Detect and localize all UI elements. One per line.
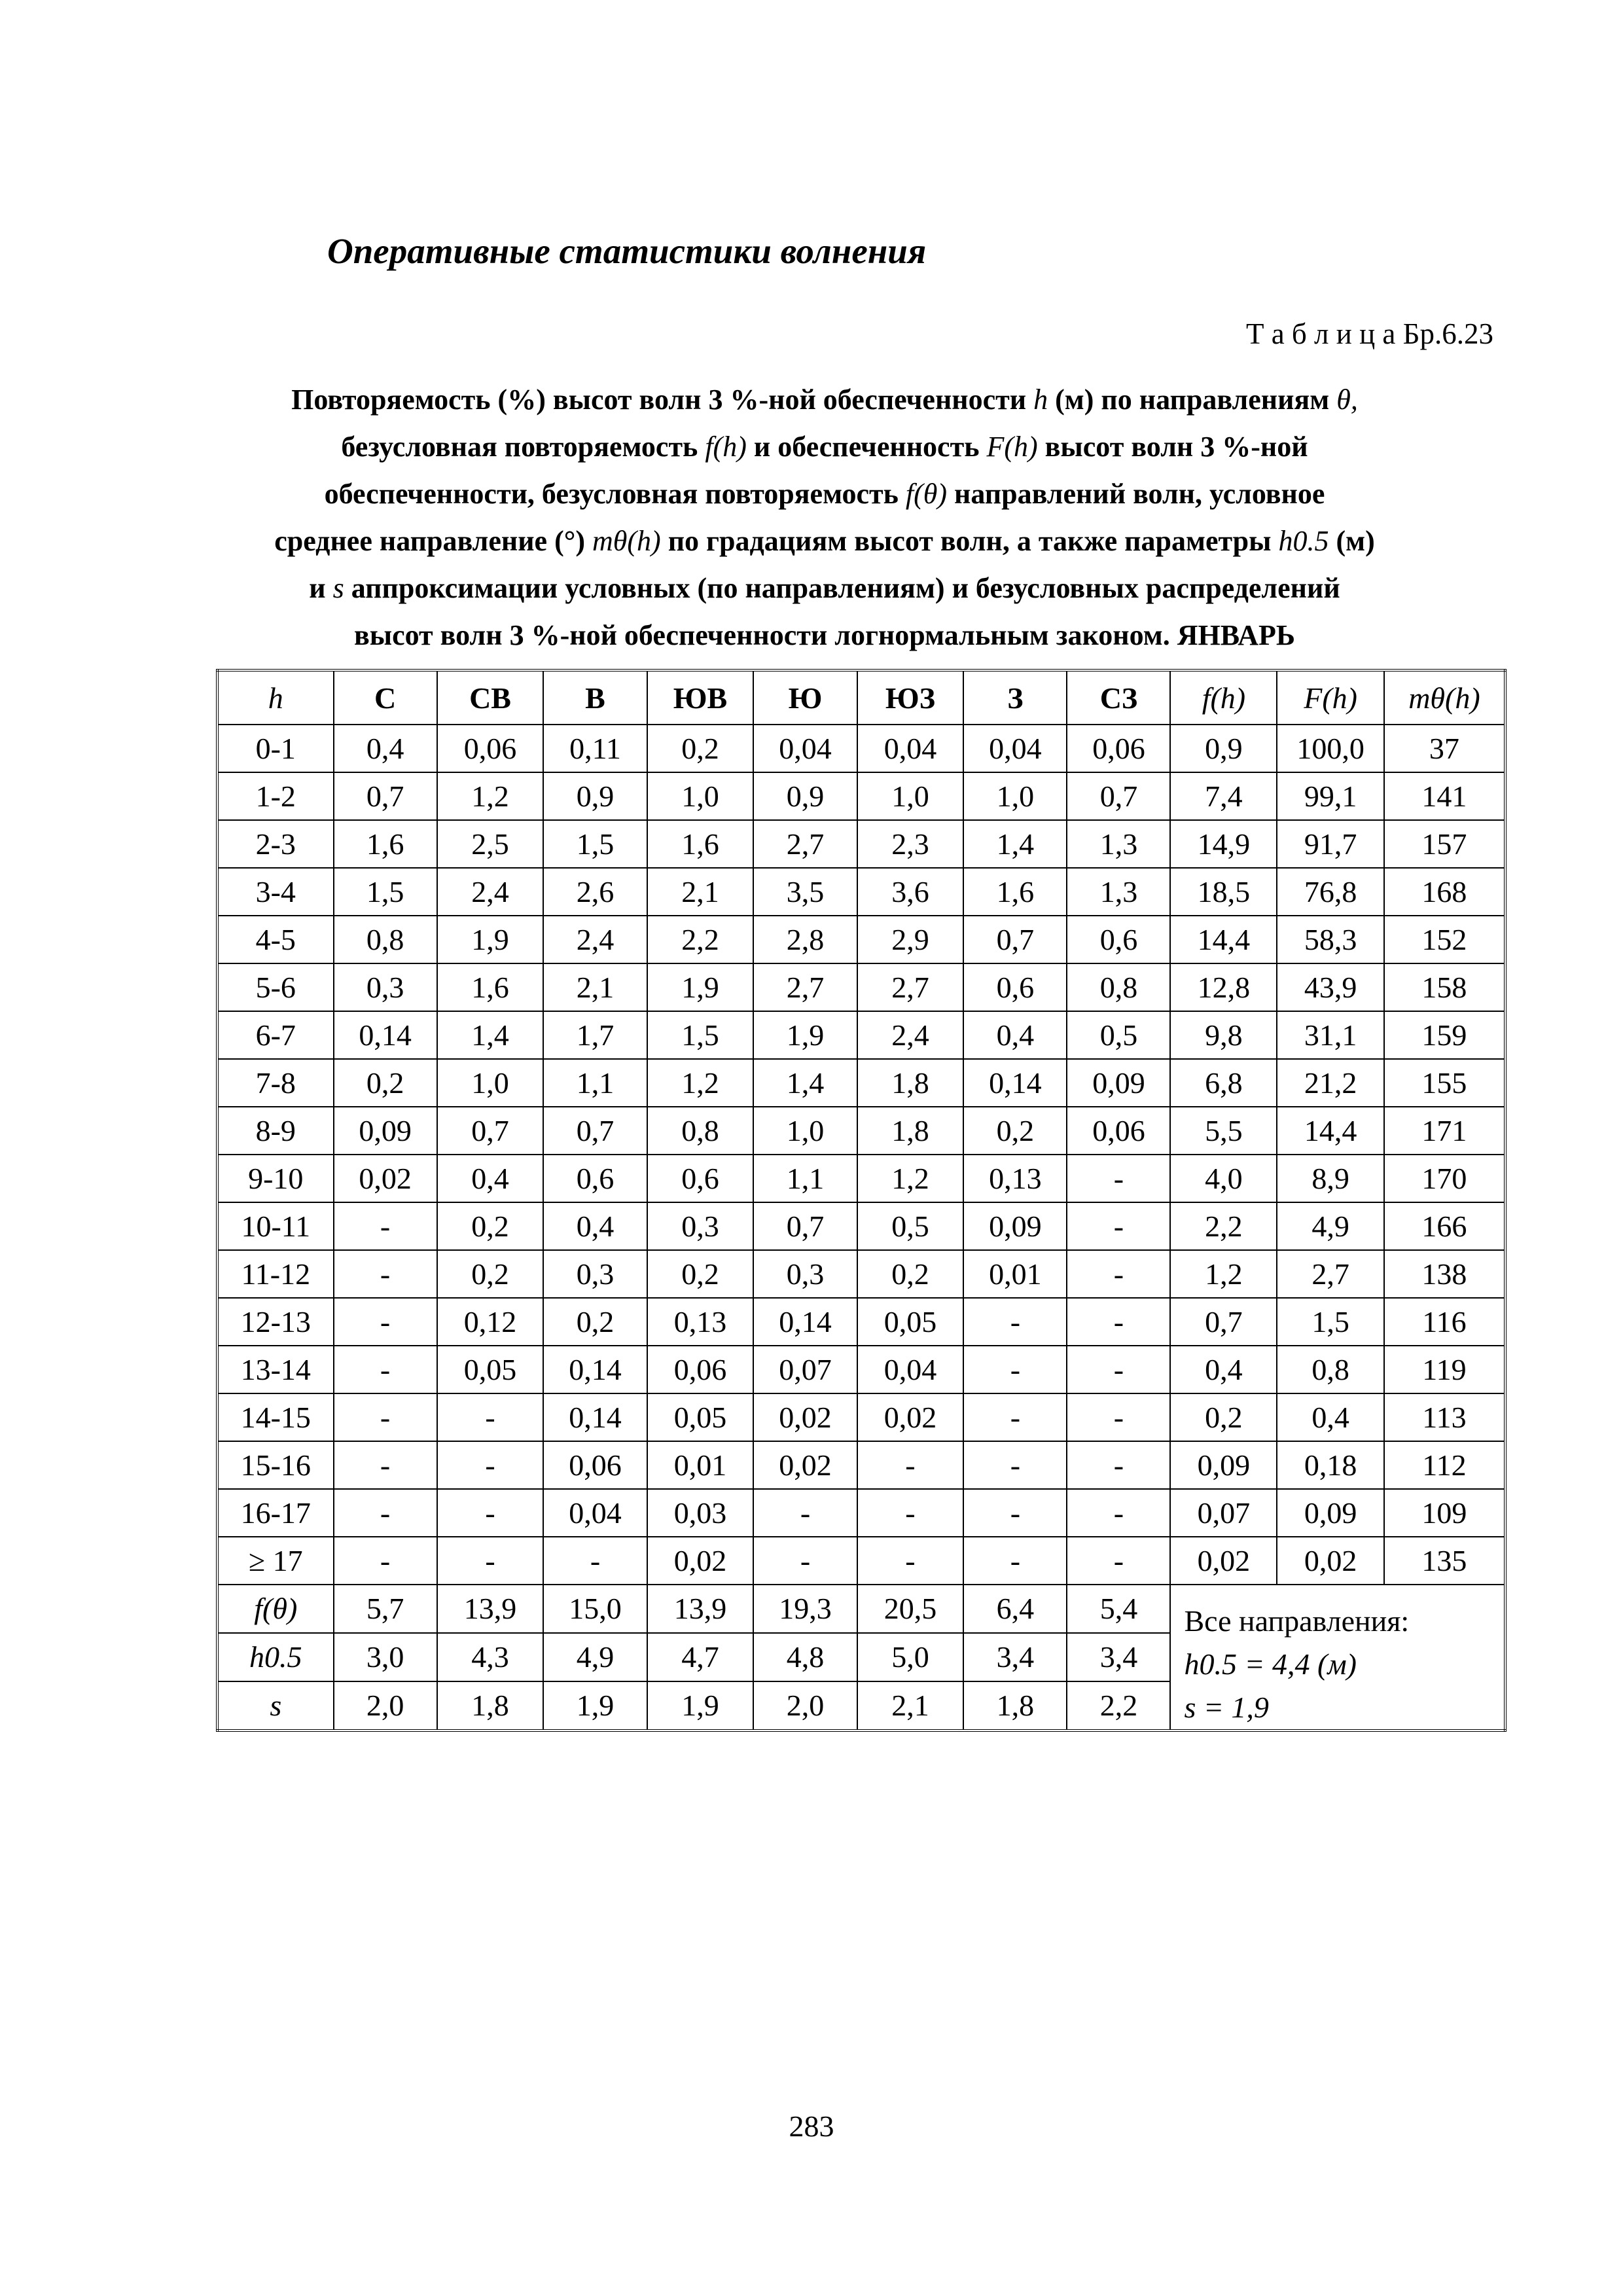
table-cell: 2,7: [857, 963, 964, 1011]
table-cell: 159: [1384, 1011, 1505, 1059]
table-cell: 0,09: [334, 1107, 437, 1155]
table-cell: 1,0: [753, 1107, 857, 1155]
table-cell: -: [543, 1537, 647, 1585]
table-cell: 0,04: [857, 725, 964, 772]
table-cell: 0,7: [334, 772, 437, 820]
table-cell: 0,4: [1170, 1346, 1277, 1393]
summary-cell: 2,0: [753, 1681, 857, 1731]
table-cell: 1,5: [1277, 1298, 1383, 1346]
row-height-range: 15-16: [217, 1441, 334, 1489]
table-cell: 1,6: [437, 963, 544, 1011]
row-height-range: 11-12: [217, 1250, 334, 1298]
row-height-range: 7-8: [217, 1059, 334, 1107]
header-mtheta: mθ(h): [1384, 670, 1505, 725]
table-cell: 0,7: [1067, 772, 1170, 820]
table-cell: 91,7: [1277, 820, 1383, 868]
table-cell: -: [1067, 1489, 1170, 1537]
table-cell: 0,02: [857, 1393, 964, 1441]
table-cell: -: [334, 1250, 437, 1298]
table-row: [217, 1489, 1505, 1537]
table-cell: -: [334, 1393, 437, 1441]
table-row: [217, 1155, 1505, 1202]
table-caption: [203, 376, 1446, 659]
table-cell: 0,2: [1170, 1393, 1277, 1441]
table-cell: 0,2: [543, 1298, 647, 1346]
summary-cell: 5,4: [1067, 1585, 1170, 1633]
table-cell: 4,0: [1170, 1155, 1277, 1202]
table-cell: 18,5: [1170, 868, 1277, 916]
table-cell: 0,14: [963, 1059, 1067, 1107]
table-cell: 0,06: [1067, 725, 1170, 772]
row-height-range: 3-4: [217, 868, 334, 916]
table-cell: 0,9: [753, 772, 857, 820]
table-cell: 2,4: [543, 916, 647, 963]
table-cell: 158: [1384, 963, 1505, 1011]
table-cell: 14,4: [1277, 1107, 1383, 1155]
summary-row-label: h0.5: [217, 1633, 334, 1681]
table-cell: 2,1: [647, 868, 754, 916]
table-cell: 0,01: [647, 1441, 754, 1489]
summary-cell: 1,9: [543, 1681, 647, 1731]
table-summary: [217, 1585, 1505, 1731]
summary-cell: 2,2: [1067, 1681, 1170, 1731]
table-cell: -: [1067, 1202, 1170, 1250]
row-height-range: 9-10: [217, 1155, 334, 1202]
table-cell: 2,7: [753, 820, 857, 868]
table-cell: 2,1: [543, 963, 647, 1011]
table-cell: -: [1067, 1155, 1170, 1202]
table-row: [217, 1298, 1505, 1346]
summary-cell: 6,4: [963, 1585, 1067, 1633]
table-cell: 1,1: [753, 1155, 857, 1202]
summary-cell: 4,9: [543, 1633, 647, 1681]
table-cell: 1,2: [437, 772, 544, 820]
table-cell: 1,1: [543, 1059, 647, 1107]
summary-cell: 1,8: [437, 1681, 544, 1731]
table-cell: 0,7: [963, 916, 1067, 963]
table-cell: 0,7: [437, 1107, 544, 1155]
table-cell: 0,04: [963, 725, 1067, 772]
table-cell: -: [437, 1441, 544, 1489]
table-cell: 1,8: [857, 1107, 964, 1155]
table-cell: 0,5: [857, 1202, 964, 1250]
row-height-range: 14-15: [217, 1393, 334, 1441]
summary-row: [217, 1585, 1505, 1633]
table-cell: 0,04: [753, 725, 857, 772]
header-direction: ЮВ: [647, 670, 754, 725]
table-cell: 1,3: [1067, 820, 1170, 868]
summary-cell: 3,0: [334, 1633, 437, 1681]
summary-cell: 1,8: [963, 1681, 1067, 1731]
header-direction: Ю: [753, 670, 857, 725]
table-cell: 0,6: [647, 1155, 754, 1202]
table-cell: 116: [1384, 1298, 1505, 1346]
summary-row-label: s: [217, 1681, 334, 1731]
summary-cell: 5,7: [334, 1585, 437, 1633]
table-cell: 0,2: [437, 1202, 544, 1250]
caption-line-2: безусловная повторяемость f(h) и обеспеченность F(h) высот волн 3 %-ной: [341, 431, 1308, 463]
table-cell: 2,3: [857, 820, 964, 868]
table-cell: 0,13: [647, 1298, 754, 1346]
table-cell: 7,4: [1170, 772, 1277, 820]
table-cell: -: [437, 1489, 544, 1537]
table-cell: 0,7: [1170, 1298, 1277, 1346]
table-cell: 0,02: [647, 1537, 754, 1585]
table-cell: 8,9: [1277, 1155, 1383, 1202]
summary-row-label: f(θ): [217, 1585, 334, 1633]
table-cell: 0,2: [857, 1250, 964, 1298]
table-cell: 0,02: [753, 1393, 857, 1441]
table-cell: 0,3: [334, 963, 437, 1011]
table-cell: 1,2: [647, 1059, 754, 1107]
table-row: [217, 1537, 1505, 1585]
table-cell: 0,14: [543, 1346, 647, 1393]
summary-cell: 3,4: [1067, 1633, 1170, 1681]
table-cell: 0,2: [963, 1107, 1067, 1155]
table-cell: 0,06: [437, 725, 544, 772]
row-height-range: 13-14: [217, 1346, 334, 1393]
table-cell: -: [1067, 1250, 1170, 1298]
table-cell: 1,9: [753, 1011, 857, 1059]
table-cell: 1,9: [647, 963, 754, 1011]
table-cell: 135: [1384, 1537, 1505, 1585]
table-cell: 0,02: [1170, 1537, 1277, 1585]
header-direction: В: [543, 670, 647, 725]
caption-line-1: Повторяемость (%) высот волн 3 %-ной обеспеченности h (м) по направлениям θ,: [291, 384, 1358, 416]
table-cell: 14,4: [1170, 916, 1277, 963]
table-cell: 0,4: [437, 1155, 544, 1202]
table-cell: 43,9: [1277, 963, 1383, 1011]
table-cell: 0,5: [1067, 1011, 1170, 1059]
summary-cell: 3,4: [963, 1633, 1067, 1681]
table-cell: 2,5: [437, 820, 544, 868]
table-cell: 1,5: [647, 1011, 754, 1059]
table-cell: 0,13: [963, 1155, 1067, 1202]
table-cell: 0,2: [334, 1059, 437, 1107]
caption-line-5: и s аппроксимации условных (по направлениям) и безусловных распределений: [309, 572, 1340, 604]
table-cell: 1,0: [857, 772, 964, 820]
table-cell: 1,0: [437, 1059, 544, 1107]
table-cell: 157: [1384, 820, 1505, 868]
table-cell: 76,8: [1277, 868, 1383, 916]
table-cell: 0,6: [1067, 916, 1170, 963]
table-cell: 0,8: [1067, 963, 1170, 1011]
table-row: [217, 963, 1505, 1011]
table-cell: 58,3: [1277, 916, 1383, 963]
table-cell: 0,3: [543, 1250, 647, 1298]
table-cell: 141: [1384, 772, 1505, 820]
summary-cell: 4,3: [437, 1633, 544, 1681]
table-cell: 2,4: [857, 1011, 964, 1059]
table-cell: 3,5: [753, 868, 857, 916]
table-cell: 2,4: [437, 868, 544, 916]
table-cell: 168: [1384, 868, 1505, 916]
table-cell: -: [963, 1537, 1067, 1585]
table-cell: 1,4: [437, 1011, 544, 1059]
table-cell: -: [857, 1537, 964, 1585]
table-cell: 0,8: [334, 916, 437, 963]
table-cell: 0,05: [437, 1346, 544, 1393]
table-cell: 0,4: [963, 1011, 1067, 1059]
table-cell: 1,2: [1170, 1250, 1277, 1298]
table-cell: -: [437, 1393, 544, 1441]
table-cell: 0,09: [1170, 1441, 1277, 1489]
table-cell: 2,7: [753, 963, 857, 1011]
table-cell: 1,6: [647, 820, 754, 868]
table-row: [217, 1202, 1505, 1250]
row-height-range: 8-9: [217, 1107, 334, 1155]
caption-line-4: среднее направление (°) mθ(h) по градациям высот волн, а также параметры h0.5 (м): [274, 525, 1375, 557]
table-cell: 0,4: [334, 725, 437, 772]
summary-cell: 4,8: [753, 1633, 857, 1681]
table-cell: 0,06: [647, 1346, 754, 1393]
table-cell: 2,8: [753, 916, 857, 963]
header-direction: СВ: [437, 670, 544, 725]
table-cell: 0,11: [543, 725, 647, 772]
table-row: [217, 1011, 1505, 1059]
table-cell: 109: [1384, 1489, 1505, 1537]
table-cell: 1,0: [963, 772, 1067, 820]
table-cell: -: [963, 1346, 1067, 1393]
table-cell: -: [753, 1489, 857, 1537]
table-cell: 171: [1384, 1107, 1505, 1155]
table-row: [217, 1346, 1505, 1393]
table-cell: 112: [1384, 1441, 1505, 1489]
table-cell: 0,3: [647, 1202, 754, 1250]
page-number: 283: [789, 2109, 834, 2143]
row-height-range: 4-5: [217, 916, 334, 963]
table-cell: 31,1: [1277, 1011, 1383, 1059]
table-cell: 0,4: [1277, 1393, 1383, 1441]
table-cell: -: [1067, 1441, 1170, 1489]
table-cell: 2,2: [647, 916, 754, 963]
table-cell: 3,6: [857, 868, 964, 916]
table-cell: 0,02: [334, 1155, 437, 1202]
table-cell: 0,18: [1277, 1441, 1383, 1489]
summary-cell: 2,1: [857, 1681, 964, 1731]
header-fh: f(h): [1170, 670, 1277, 725]
table-cell: 0,7: [753, 1202, 857, 1250]
table-cell: 0,14: [543, 1393, 647, 1441]
summary-cell: 1,9: [647, 1681, 754, 1731]
table-row: [217, 1059, 1505, 1107]
summary-cell: 13,9: [647, 1585, 754, 1633]
table-cell: -: [1067, 1298, 1170, 1346]
table-cell: 0,7: [543, 1107, 647, 1155]
table-cell: -: [334, 1298, 437, 1346]
caption-line-3: обеспеченности, безусловная повторяемость f(θ) направлений волн, условное: [324, 478, 1325, 510]
table-cell: 2,6: [543, 868, 647, 916]
header-direction: З: [963, 670, 1067, 725]
table-cell: -: [963, 1489, 1067, 1537]
table-cell: 0,04: [543, 1489, 647, 1537]
table-cell: 119: [1384, 1346, 1505, 1393]
summary-cell: 13,9: [437, 1585, 544, 1633]
table-row: [217, 725, 1505, 772]
header-direction: ЮЗ: [857, 670, 964, 725]
table-row: [217, 1441, 1505, 1489]
table-cell: -: [1067, 1346, 1170, 1393]
row-height-range: 1-2: [217, 772, 334, 820]
header-row: [217, 670, 1505, 725]
table-row: [217, 772, 1505, 820]
table-cell: 6,8: [1170, 1059, 1277, 1107]
header-direction: С: [334, 670, 437, 725]
all-directions-h05: h0.5 = 4,4 (м): [1184, 1647, 1357, 1681]
table-cell: 1,4: [753, 1059, 857, 1107]
table-cell: 0,2: [647, 725, 754, 772]
table-cell: 0,07: [1170, 1489, 1277, 1537]
table-cell: 9,8: [1170, 1011, 1277, 1059]
table-cell: -: [334, 1441, 437, 1489]
table-cell: 0,8: [1277, 1346, 1383, 1393]
table-cell: 0,02: [753, 1441, 857, 1489]
table-row: [217, 1393, 1505, 1441]
table-cell: 1,4: [963, 820, 1067, 868]
header-Fh: F(h): [1277, 670, 1383, 725]
summary-cell: 4,7: [647, 1633, 754, 1681]
table-cell: 99,1: [1277, 772, 1383, 820]
row-height-range: 2-3: [217, 820, 334, 868]
summary-cell: 20,5: [857, 1585, 964, 1633]
table-cell: 21,2: [1277, 1059, 1383, 1107]
table-cell: 155: [1384, 1059, 1505, 1107]
summary-cell: 15,0: [543, 1585, 647, 1633]
table-cell: 1,6: [334, 820, 437, 868]
table-cell: 138: [1384, 1250, 1505, 1298]
table-cell: 1,0: [647, 772, 754, 820]
table-cell: -: [857, 1489, 964, 1537]
table-cell: 0,01: [963, 1250, 1067, 1298]
table-cell: 0,04: [857, 1346, 964, 1393]
table-cell: 0,14: [334, 1011, 437, 1059]
table-cell: 0,6: [963, 963, 1067, 1011]
table-cell: 0,12: [437, 1298, 544, 1346]
table-cell: 4,9: [1277, 1202, 1383, 1250]
table-cell: -: [753, 1537, 857, 1585]
table-cell: -: [963, 1441, 1067, 1489]
table-body: [217, 725, 1505, 1585]
table-cell: 0,06: [543, 1441, 647, 1489]
table-cell: 1,9: [437, 916, 544, 963]
table-cell: 0,05: [857, 1298, 964, 1346]
table-cell: 0,02: [1277, 1537, 1383, 1585]
table-cell: 0,2: [647, 1250, 754, 1298]
table-row: [217, 868, 1505, 916]
table-cell: 0,07: [753, 1346, 857, 1393]
table-row: [217, 1107, 1505, 1155]
table-cell: 100,0: [1277, 725, 1383, 772]
table-cell: -: [334, 1537, 437, 1585]
table-cell: 0,09: [1067, 1059, 1170, 1107]
table-cell: -: [334, 1202, 437, 1250]
table-cell: 0,09: [1277, 1489, 1383, 1537]
table-cell: 0,2: [437, 1250, 544, 1298]
row-height-range: 5-6: [217, 963, 334, 1011]
section-heading: Оперативные статистики волнения: [327, 231, 927, 271]
table-cell: -: [963, 1393, 1067, 1441]
table-cell: 0,09: [963, 1202, 1067, 1250]
summary-cell: 5,0: [857, 1633, 964, 1681]
row-height-range: 10-11: [217, 1202, 334, 1250]
all-directions-s: s = 1,9: [1184, 1691, 1269, 1724]
table-cell: 14,9: [1170, 820, 1277, 868]
table-cell: 0,6: [543, 1155, 647, 1202]
table-cell: 2,2: [1170, 1202, 1277, 1250]
table-cell: 1,3: [1067, 868, 1170, 916]
table-cell: 0,3: [753, 1250, 857, 1298]
table-cell: -: [437, 1537, 544, 1585]
row-height-range: 12-13: [217, 1298, 334, 1346]
table-cell: -: [963, 1298, 1067, 1346]
table-cell: 5,5: [1170, 1107, 1277, 1155]
row-height-range: 0-1: [217, 725, 334, 772]
table-cell: -: [334, 1489, 437, 1537]
table-cell: 12,8: [1170, 963, 1277, 1011]
table-cell: 0,03: [647, 1489, 754, 1537]
caption-line-6: высот волн 3 %-ной обеспеченности логнормальным законом. ЯНВАРЬ: [353, 619, 1296, 651]
table-cell: 166: [1384, 1202, 1505, 1250]
row-height-range: 16-17: [217, 1489, 334, 1537]
table-cell: 0,06: [1067, 1107, 1170, 1155]
table-cell: -: [857, 1441, 964, 1489]
summary-cell: 19,3: [753, 1585, 857, 1633]
header-h: h: [217, 670, 334, 725]
table-cell: 1,7: [543, 1011, 647, 1059]
row-height-range: 6-7: [217, 1011, 334, 1059]
table-cell: 37: [1384, 725, 1505, 772]
all-directions-summary: [1170, 1585, 1505, 1731]
table-cell: -: [334, 1346, 437, 1393]
table-cell: 0,05: [647, 1393, 754, 1441]
table-row: [217, 916, 1505, 963]
table-reference: Т а б л и ц а Бр.6.23: [1245, 317, 1493, 350]
table-cell: 113: [1384, 1393, 1505, 1441]
table-cell: -: [1067, 1393, 1170, 1441]
table-cell: 0,8: [647, 1107, 754, 1155]
row-height-range: ≥ 17: [217, 1537, 334, 1585]
all-directions-title: Все направления:: [1184, 1604, 1410, 1638]
table-cell: 1,8: [857, 1059, 964, 1107]
table-cell: 0,4: [543, 1202, 647, 1250]
header-direction: СЗ: [1067, 670, 1170, 725]
table-cell: 0,9: [1170, 725, 1277, 772]
table-row: [217, 820, 1505, 868]
table-cell: 1,6: [963, 868, 1067, 916]
table-cell: 1,5: [334, 868, 437, 916]
table-row: [217, 1250, 1505, 1298]
table-cell: 152: [1384, 916, 1505, 963]
table-cell: 0,9: [543, 772, 647, 820]
summary-cell: 2,0: [334, 1681, 437, 1731]
table-cell: 1,2: [857, 1155, 964, 1202]
table-cell: 0,14: [753, 1298, 857, 1346]
table-cell: -: [1067, 1537, 1170, 1585]
table-cell: 2,7: [1277, 1250, 1383, 1298]
table-cell: 1,5: [543, 820, 647, 868]
wave-statistics-table: [216, 669, 1507, 1732]
table-cell: 2,9: [857, 916, 964, 963]
table-cell: 170: [1384, 1155, 1505, 1202]
